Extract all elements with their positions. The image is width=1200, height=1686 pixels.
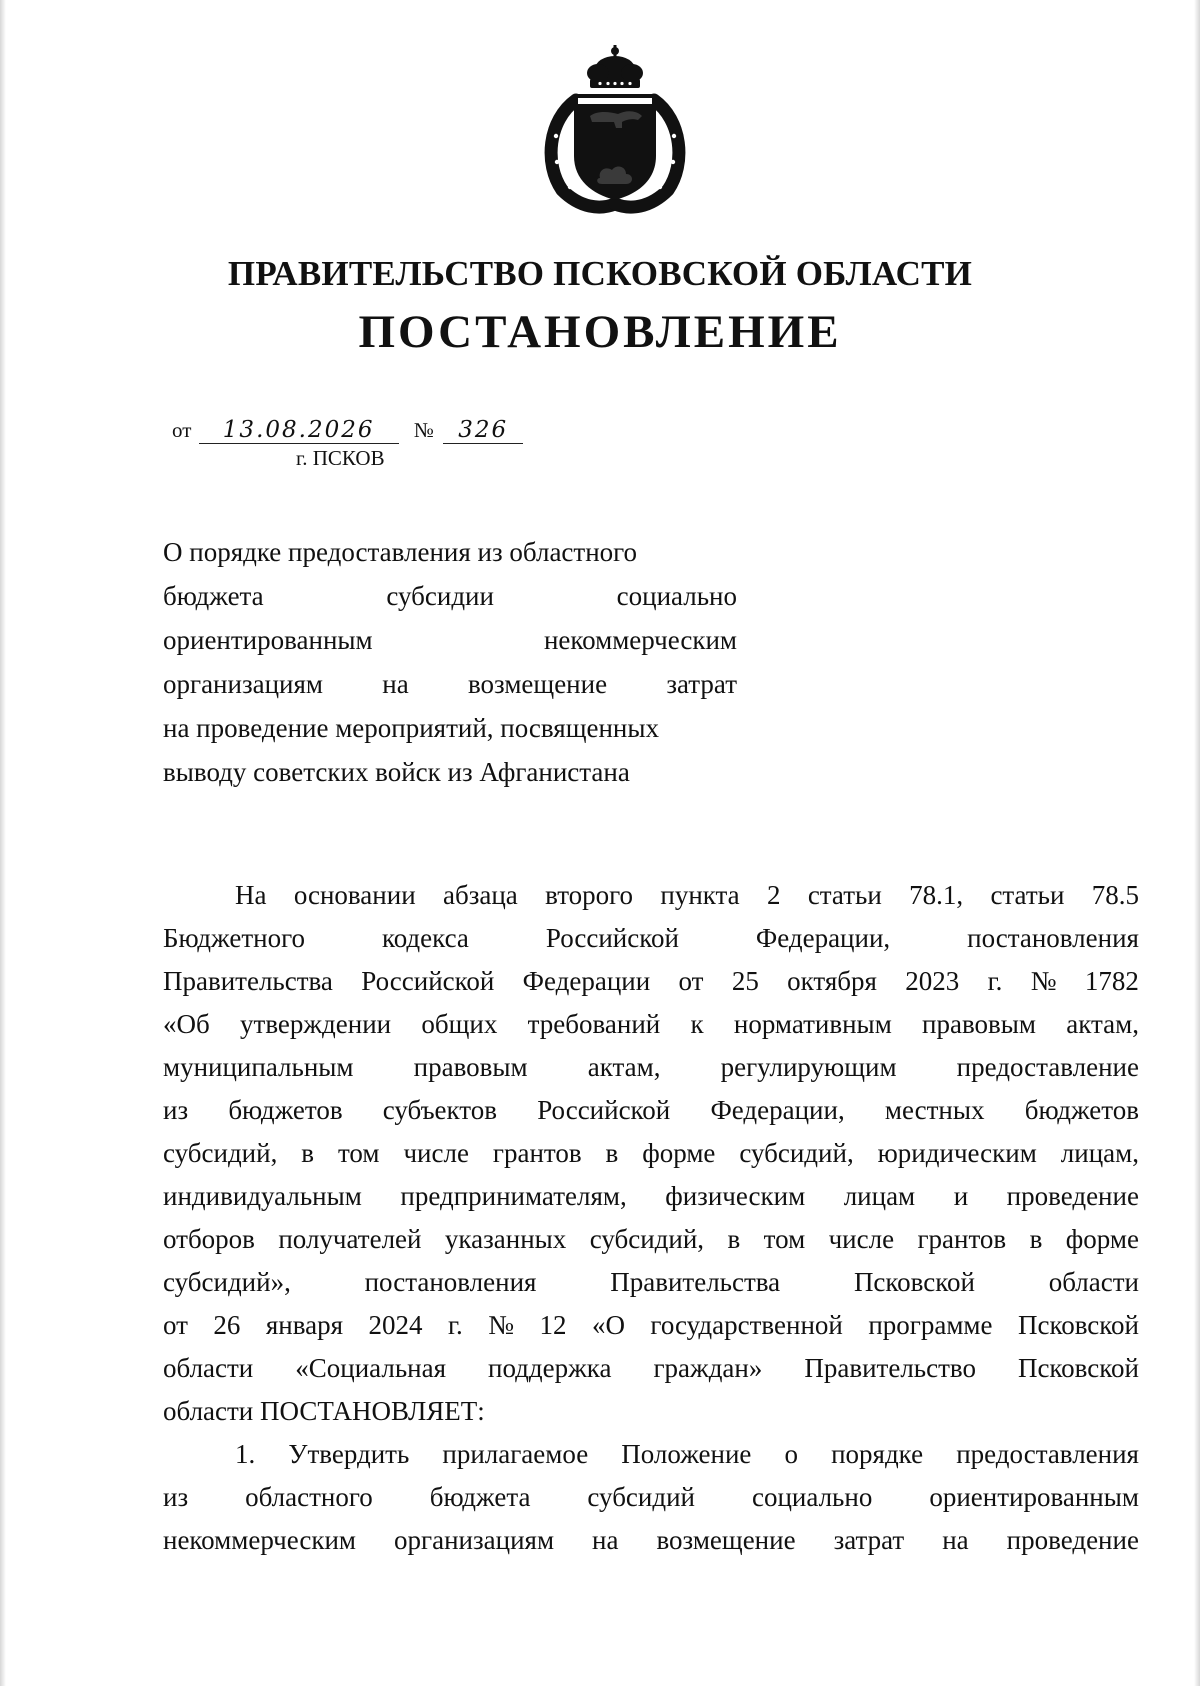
word: бюджетов [228, 1095, 343, 1125]
title-line [163, 574, 737, 618]
word: регулирующим [720, 1052, 897, 1082]
word: статьи [990, 880, 1065, 910]
word: предоставления [956, 1439, 1139, 1469]
word: субсидий, [739, 1138, 854, 1168]
word: затрат [833, 1525, 905, 1555]
word: лицам [843, 1181, 916, 1211]
word: г. [448, 1310, 463, 1340]
word: января [265, 1310, 344, 1340]
word: области [1048, 1267, 1139, 1297]
word: № [488, 1310, 515, 1340]
word: бюджета [163, 581, 264, 611]
word: муниципальным [163, 1052, 354, 1082]
word: 25 [731, 966, 759, 996]
word: граждан» [653, 1353, 763, 1383]
word: социально [751, 1482, 873, 1512]
body-line [163, 1218, 1139, 1261]
word: областного [245, 1482, 373, 1512]
word: октября [787, 966, 877, 996]
word: юридическим [877, 1138, 1037, 1168]
word: основании [293, 880, 416, 910]
handwritten-number: 326 [443, 417, 523, 444]
word: 2024 [368, 1310, 423, 1340]
document-body [163, 874, 1139, 1562]
word: от [678, 966, 704, 996]
word: прилагаемое [442, 1439, 589, 1469]
word: 2023 [905, 966, 960, 996]
handwritten-date: 13.08.2026 [199, 417, 399, 444]
document-date-number-line [172, 416, 523, 448]
word: субсидий», [163, 1267, 291, 1297]
word: из [163, 1095, 189, 1125]
body-line [163, 1304, 1139, 1347]
body-line [163, 1433, 1139, 1476]
word: проведение [1006, 1525, 1139, 1555]
word: 2 [766, 880, 781, 910]
word: На [235, 880, 267, 910]
word: постановления [364, 1267, 537, 1297]
document-subject-title [163, 530, 737, 794]
word: кодекса [381, 923, 469, 953]
word: организациям [163, 669, 324, 699]
word: абзаца [442, 880, 518, 910]
word: указанных [444, 1224, 567, 1254]
title-line [163, 706, 737, 750]
body-line [163, 917, 1139, 960]
word: общих [421, 1009, 498, 1039]
word: Бюджетного [163, 923, 305, 953]
word: нормативным [733, 1009, 892, 1039]
body-line [163, 874, 1139, 917]
word: Правительства [163, 966, 333, 996]
word: Правительства [610, 1267, 781, 1297]
word: организациям [394, 1525, 555, 1555]
word: области ПОСТАНОВЛЯЕТ: [163, 1396, 485, 1426]
title-line [163, 662, 737, 706]
word: и [953, 1181, 969, 1211]
word: 26 [213, 1310, 241, 1340]
word: к [690, 1009, 704, 1039]
body-line [163, 1046, 1139, 1089]
pskov-coat-of-arms-emblem [540, 44, 690, 214]
word: г. [987, 966, 1003, 996]
word: статьи [807, 880, 882, 910]
word: 1782 [1084, 966, 1139, 996]
word: субъектов [382, 1095, 497, 1125]
word: Федерации, [710, 1095, 845, 1125]
word: Правительство [804, 1353, 976, 1383]
word: выводу советских войск из Афганистана [163, 757, 630, 787]
word: о [784, 1439, 798, 1469]
word: возмещение [656, 1525, 796, 1555]
word: Российской [537, 1095, 671, 1125]
word: числе [403, 1138, 469, 1168]
title-line [163, 750, 737, 794]
body-line [163, 1347, 1139, 1390]
word: 78.5 [1091, 880, 1139, 910]
date-label: от [172, 418, 192, 442]
word: поддержка [488, 1353, 612, 1383]
body-line [163, 1175, 1139, 1218]
body-line [163, 1519, 1139, 1562]
word: на [382, 669, 409, 699]
word: субсидий [587, 1482, 695, 1512]
body-line [163, 1261, 1139, 1304]
word: от [163, 1310, 188, 1340]
word: проведение [1006, 1181, 1139, 1211]
word: на [592, 1525, 619, 1555]
word: форме [1065, 1224, 1139, 1254]
word: Псковской [1017, 1310, 1139, 1340]
word: том [337, 1138, 380, 1168]
word: № [1030, 966, 1057, 996]
word: бюджетов [1024, 1095, 1139, 1125]
word: некоммерческим [543, 625, 737, 655]
word: пункта [660, 880, 740, 910]
word: индивидуальным [163, 1181, 362, 1211]
word: Федерации, [755, 923, 891, 953]
word: из [163, 1482, 189, 1512]
word: лицам, [1060, 1138, 1139, 1168]
word: физическим [665, 1181, 806, 1211]
word: грантов [917, 1224, 1007, 1254]
word: субсидий, [163, 1138, 278, 1168]
word: утверждении [240, 1009, 392, 1039]
body-line [163, 960, 1139, 1003]
body-line [163, 1003, 1139, 1046]
body-line [163, 1132, 1139, 1175]
title-line [163, 530, 737, 574]
word: «Социальная [295, 1353, 447, 1383]
word: актам, [1066, 1009, 1139, 1039]
word: Утвердить [288, 1439, 410, 1469]
word: Псковской [853, 1267, 975, 1297]
word: бюджета [429, 1482, 531, 1512]
word: Федерации [522, 966, 651, 996]
word: числе [828, 1224, 895, 1254]
word: ориентированным [929, 1482, 1139, 1512]
word: Положение [621, 1439, 752, 1469]
word: актам, [587, 1052, 661, 1082]
body-line [163, 1390, 1139, 1433]
word: в [727, 1224, 741, 1254]
word: форме [642, 1138, 716, 1168]
document-type-title: ПОСТАНОВЛЕНИЕ [358, 306, 842, 358]
word: на проведение мероприятий, посвященных [163, 713, 660, 743]
word: О порядке предоставления из областного [163, 537, 638, 567]
body-line [163, 1476, 1139, 1519]
word: субсидии [386, 581, 494, 611]
word: затрат [666, 669, 737, 699]
word: второго [545, 880, 634, 910]
word: в [1029, 1224, 1043, 1254]
word: предпринимателям, [400, 1181, 627, 1211]
title-line [163, 618, 737, 662]
word: постановления [967, 923, 1139, 953]
word: отборов [163, 1224, 255, 1254]
word: Российской [545, 923, 679, 953]
word: 12 [539, 1310, 567, 1340]
word: программе [868, 1310, 993, 1340]
word: области [163, 1353, 254, 1383]
word: порядке [831, 1439, 924, 1469]
word: «Об [163, 1009, 210, 1039]
word: «О [591, 1310, 625, 1340]
word: ориентированным [163, 625, 373, 655]
word: в [301, 1138, 315, 1168]
word: некоммерческим [163, 1525, 357, 1555]
word: Российской [361, 966, 495, 996]
word: государственной [650, 1310, 843, 1340]
word: в [605, 1138, 619, 1168]
word: 78.1, [909, 880, 964, 910]
word: грантов [492, 1138, 582, 1168]
organization-name: ПРАВИТЕЛЬСТВО ПСКОВСКОЙ ОБЛАСТИ [227, 254, 973, 293]
body-line [163, 1089, 1139, 1132]
word: Псковской [1017, 1353, 1139, 1383]
word: предоставление [956, 1052, 1139, 1082]
word: субсидий, [589, 1224, 705, 1254]
issuing-city: г. ПСКОВ [296, 446, 385, 470]
word: 1. [235, 1439, 256, 1469]
word: получателей [278, 1224, 422, 1254]
word: том [763, 1224, 806, 1254]
word: правовым [922, 1009, 1037, 1039]
word: социально [616, 581, 737, 611]
number-label: № [413, 418, 434, 442]
word: правовым [413, 1052, 528, 1082]
word: требований [527, 1009, 661, 1039]
word: на [942, 1525, 969, 1555]
word: возмещение [467, 669, 608, 699]
word: местных [884, 1095, 985, 1125]
